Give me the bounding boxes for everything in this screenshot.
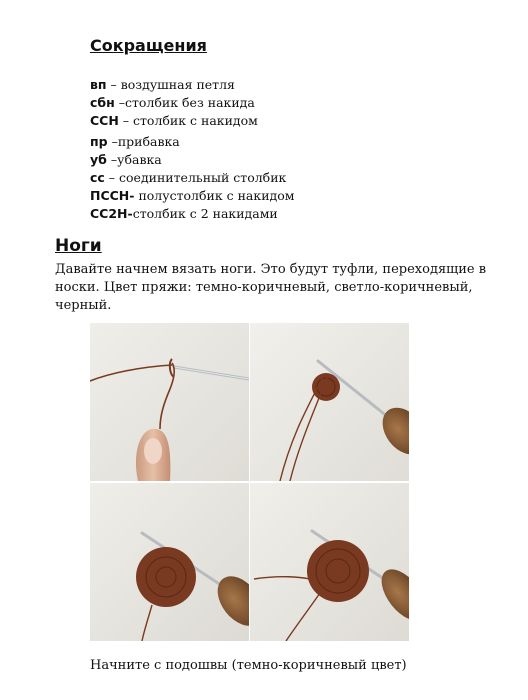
photo-step-2 (250, 323, 409, 481)
abbreviation-item (90, 76, 294, 94)
abbreviation-term: вп (90, 77, 107, 92)
photo-caption: Начните с подошвы (темно-коричневый цвет) (90, 658, 407, 673)
abbreviation-desc: столбик с 2 накидами (132, 206, 278, 221)
abbreviation-desc: – соединительный столбик (104, 170, 287, 185)
abbreviation-term: ПССН- (90, 188, 135, 203)
legs-intro-paragraph: Давайте начнем вязать ноги. Это будут туфли, переходящие в носки. Цвет пряжи: темно-коричневый, светло-коричневый, черный. (55, 262, 487, 313)
photo-step-3 (90, 483, 249, 641)
abbreviation-item (90, 94, 294, 112)
abbreviation-term: сбн (90, 95, 115, 110)
abbreviation-desc: –убавка (106, 152, 162, 167)
abbreviation-term: сс (90, 170, 105, 185)
photo-step-4 (250, 483, 409, 641)
abbreviation-term: ССН (90, 113, 119, 128)
abbreviation-item (90, 169, 294, 187)
abbreviation-item (90, 187, 294, 205)
abbreviation-item (90, 133, 294, 151)
abbreviation-item (90, 112, 294, 130)
photo-grid (90, 323, 409, 641)
abbreviation-term: СС2Н- (90, 206, 133, 221)
abbreviation-desc: – столбик с накидом (118, 113, 258, 128)
abbreviation-term: пр (90, 134, 108, 149)
abbreviation-item (90, 205, 294, 223)
abbreviation-desc: полустолбик с накидом (134, 188, 295, 203)
abbreviation-desc: –столбик без накида (114, 95, 255, 110)
abbreviation-term: уб (90, 152, 107, 167)
abbreviation-desc: –прибавка (107, 134, 180, 149)
abbreviations-heading: Сокращения (90, 36, 207, 55)
legs-heading: Ноги (55, 236, 102, 256)
abbreviation-desc: – воздушная петля (106, 77, 235, 92)
abbreviations-list (90, 76, 294, 223)
abbreviation-item (90, 151, 294, 169)
photo-step-1 (90, 323, 249, 481)
